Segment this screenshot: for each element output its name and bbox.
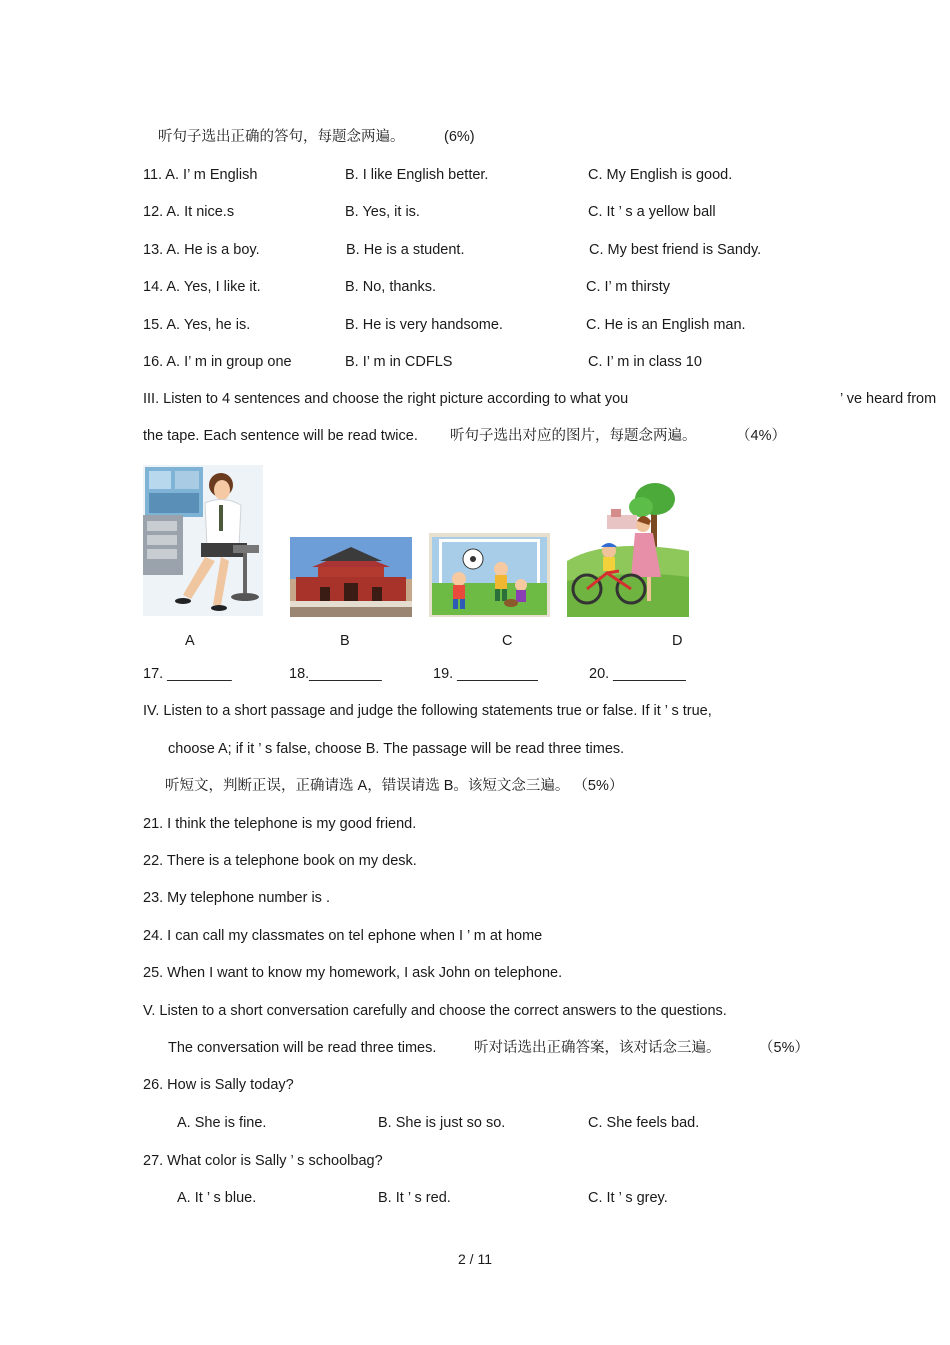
q11-option-c: C. My English is good. (588, 167, 733, 183)
q26-option-a: A. She is fine. (177, 1115, 267, 1131)
q12-option-b: B. Yes, it is. (345, 204, 420, 220)
q11-option-b: B. I like English better. (345, 167, 489, 183)
picture-label-a: A (185, 633, 195, 649)
q26-option-b: B. She is just so so. (378, 1115, 506, 1131)
answer-blank-18: 18._________ (289, 666, 382, 682)
q26-option-c: C. She feels bad. (588, 1115, 700, 1131)
picture-label-b: B (340, 633, 350, 649)
section3-heading-line1-tail: ’ ve heard from (840, 391, 937, 407)
answer-blank-17: 17. ________ (143, 666, 232, 682)
section3-heading-line2: the tape. Each sentence will be read twice. (143, 428, 418, 444)
q13-option-a: 13. A. He is a boy. (143, 242, 260, 258)
picture-c-kids-football (429, 533, 550, 617)
statement-23: 23. My telephone number is . (143, 890, 330, 906)
question-27: 27. What color is Sally ’ s schoolbag? (143, 1153, 383, 1169)
section3-heading-line1: III. Listen to 4 sentences and choose the right picture according to what you (143, 391, 629, 407)
q13-option-b: B. He is a student. (346, 242, 465, 258)
section3-percent: （4%） (736, 428, 786, 444)
picture-a-office-woman (143, 465, 263, 616)
answer-blank-19: 19. __________ (433, 666, 538, 682)
section5-percent: （5%） (759, 1040, 809, 1056)
q27-option-a: A. It ’ s blue. (177, 1190, 257, 1206)
q14-option-b: B. No, thanks. (345, 279, 437, 295)
picture-d-bike-riding (567, 481, 689, 617)
q14-option-c: C. I’ m thirsty (586, 279, 671, 295)
section4-heading-line2: choose A; if it ’ s false, choose B. The passage will be read three times. (168, 741, 625, 757)
q27-option-b: B. It ’ s red. (378, 1190, 451, 1206)
picture-label-d: D (672, 633, 683, 649)
statement-22: 22. There is a telephone book on my desk. (143, 853, 417, 869)
q12-option-c: C. It ’ s a yellow ball (588, 204, 716, 220)
q15-option-a: 15. A. Yes, he is. (143, 317, 251, 333)
q13-option-c: C. My best friend is Sandy. (589, 242, 762, 258)
section5-heading-cn: 听对话选出正确答案，该对话念三遍。 (474, 1040, 721, 1056)
q27-option-c: C. It ’ s grey. (588, 1190, 668, 1206)
q16-option-a: 16. A. I’ m in group one (143, 354, 292, 370)
section2-instruction: 听句子选出正确的答句，每题念两遍。 (158, 129, 405, 145)
section5-heading-line1: V. Listen to a short conversation carefully and choose the correct answers to the questions. (143, 1003, 727, 1019)
question-26: 26. How is Sally today? (143, 1077, 294, 1093)
q11-option-a: 11. A. I’ m English (143, 167, 258, 183)
picture-label-c: C (502, 633, 513, 649)
q16-option-b: B. I’ m in CDFLS (345, 354, 453, 370)
q15-option-c: C. He is an English man. (586, 317, 746, 333)
statement-24: 24. I can call my classmates on tel ephone when I ’ m at home (143, 928, 543, 944)
picture-b-tiananmen (290, 537, 412, 617)
section4-heading-cn: 听短文，判断正误，正确请选 A，错误请选 B。该短文念三遍。 （5%） (165, 778, 624, 794)
q12-option-a: 12. A. It nice.s (143, 204, 235, 220)
section3-heading-cn: 听句子选出对应的图片，每题念两遍。 (450, 428, 697, 444)
section4-heading-line1: IV. Listen to a short passage and judge the following statements true or false. If it ’ s true, (143, 703, 712, 719)
answer-blank-20: 20. _________ (589, 666, 686, 682)
section5-heading-line2: The conversation will be read three times. (168, 1040, 437, 1056)
q16-option-c: C. I’ m in class 10 (588, 354, 702, 370)
q14-option-a: 14. A. Yes, I like it. (143, 279, 261, 295)
page-number: 2 / 11 (458, 1251, 492, 1267)
q15-option-b: B. He is very handsome. (345, 317, 503, 333)
statement-21: 21. I think the telephone is my good friend. (143, 816, 417, 832)
section2-percent: (6%) (444, 129, 475, 145)
statement-25: 25. When I want to know my homework, I ask John on telephone. (143, 965, 563, 981)
